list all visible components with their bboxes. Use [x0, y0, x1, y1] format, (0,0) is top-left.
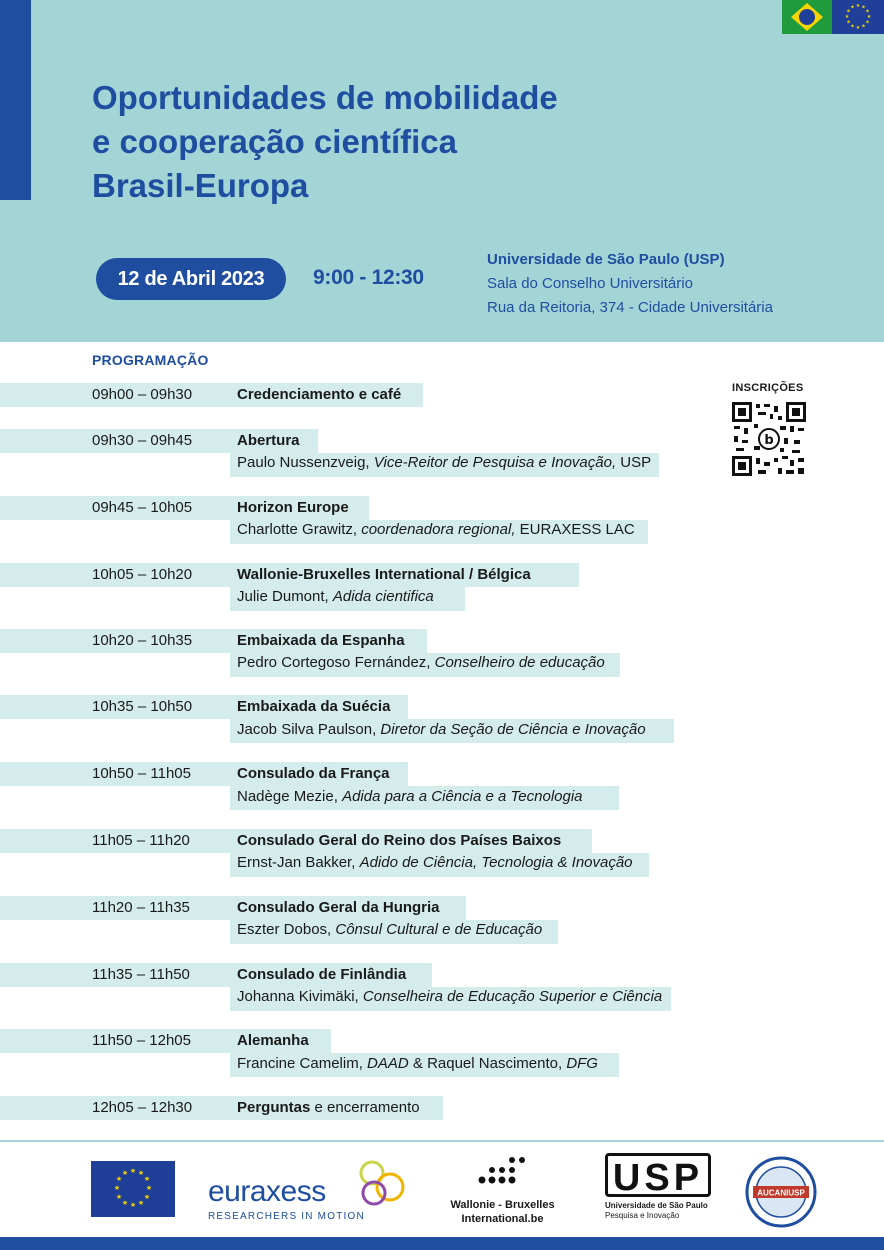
program-speaker: [237, 985, 662, 1009]
speaker-role: Conselheira de Educação Superior e Ciência: [362, 988, 663, 1005]
speaker-name: Ernst-Jan Bakker,: [237, 854, 360, 871]
speaker-name: Paulo Nussenzveig,: [237, 454, 374, 471]
svg-text:★: ★: [121, 1199, 129, 1207]
euraxess-rings-icon: [356, 1157, 408, 1209]
program-speaker: [237, 1052, 598, 1076]
program-time: 10h05 – 10h20: [92, 566, 193, 583]
usp-wordmark: USP: [605, 1153, 711, 1197]
program-speaker: [237, 585, 434, 609]
speaker-role: Conselheiro de educação: [434, 654, 605, 671]
svg-text:★: ★: [844, 14, 850, 20]
wallonie-bruxelles-logo: [440, 1152, 565, 1230]
speaker-role: Adido de Ciência, Tecnologia & Inovação: [359, 854, 633, 871]
svg-text:★: ★: [143, 1175, 151, 1183]
brazil-flag-icon: [782, 0, 832, 34]
registration-label: INSCRIÇÕES: [732, 382, 804, 394]
speaker-role: DAAD: [367, 1055, 409, 1072]
wallonie-line-2: International.be: [461, 1213, 544, 1225]
program-time: 11h50 – 12h05: [92, 1032, 191, 1049]
svg-text:★: ★: [855, 25, 861, 31]
speaker-org: EURAXESS LAC: [515, 521, 635, 538]
svg-text:★: ★: [865, 19, 870, 26]
program-time: 11h35 – 11h50: [92, 966, 190, 983]
svg-text:★: ★: [861, 4, 866, 11]
aucani-logo: [745, 1156, 817, 1228]
speaker-role: DFG: [566, 1055, 598, 1072]
program-speaker: [237, 451, 651, 475]
svg-text:★: ★: [115, 1175, 123, 1183]
eu-logo-icon: [91, 1161, 175, 1217]
program-title-suffix: e encerramento: [310, 1099, 420, 1116]
program-time: 10h50 – 11h05: [92, 765, 191, 782]
euraxess-wordmark: euraxess: [208, 1175, 326, 1208]
program-title-bold: Perguntas: [237, 1099, 311, 1116]
svg-text:★: ★: [866, 14, 872, 20]
program-time: 11h20 – 11h35: [92, 899, 190, 916]
speaker-name: Nadège Mezie,: [237, 788, 343, 805]
speaker-role: coordenadora regional,: [361, 521, 516, 538]
svg-text:★: ★: [865, 8, 870, 15]
title-line-1: Oportunidades de mobilidade: [92, 79, 558, 116]
program-time: 09h45 – 10h05: [92, 499, 193, 516]
program-time: 10h35 – 10h50: [92, 698, 193, 715]
bottom-accent-bar: [0, 1237, 884, 1250]
speaker-role: Adida para a Ciência e a Tecnologia: [342, 788, 583, 805]
flags: [782, 0, 884, 34]
program-title: Credenciamento e café: [237, 386, 402, 403]
program-time: 09h00 – 09h30: [92, 386, 193, 403]
registration-qr-code[interactable]: [732, 402, 806, 476]
program-title: Wallonie-Bruxelles International / Bélgica: [237, 566, 531, 583]
venue-room: Sala do Conselho Universitário: [487, 275, 693, 292]
venue-name: Universidade de São Paulo (USP): [487, 251, 725, 268]
speaker-connector: & Raquel Nascimento,: [408, 1055, 567, 1072]
svg-text:★: ★: [121, 1169, 129, 1177]
program-time: 11h05 – 11h20: [92, 832, 190, 849]
svg-text:★: ★: [855, 3, 861, 9]
program-title: Embaixada da Espanha: [237, 632, 405, 649]
program-title: Embaixada da Suécia: [237, 698, 391, 715]
speaker-name: Julie Dumont,: [237, 588, 333, 605]
svg-text:★: ★: [850, 23, 855, 30]
svg-text:★: ★: [846, 19, 851, 26]
usp-logo: [603, 1153, 715, 1225]
footer-divider: [0, 1140, 884, 1142]
program-title: Abertura: [237, 432, 300, 449]
program-time: 12h05 – 12h30: [92, 1099, 193, 1116]
program-time: 10h20 – 10h35: [92, 632, 193, 649]
svg-text:★: ★: [846, 8, 851, 15]
svg-text:★: ★: [850, 4, 855, 11]
program-speaker: [237, 785, 583, 809]
euraxess-logo: [208, 1155, 408, 1225]
usp-subtitle: Pesquisa e Inovação: [605, 1211, 680, 1220]
speaker-role: Vice-Reitor de Pesquisa e Inovação,: [373, 454, 617, 471]
program-title: Alemanha: [237, 1032, 309, 1049]
program-speaker: [237, 718, 646, 742]
event-date-badge: 12 de Abril 2023: [96, 258, 286, 300]
svg-text:★: ★: [145, 1184, 153, 1192]
eu-flag-icon: [832, 0, 884, 34]
speaker-name: Pedro Cortegoso Fernández,: [237, 654, 435, 671]
speaker-name: Francine Camelim,: [237, 1055, 368, 1072]
speaker-role: Adida cientifica: [332, 588, 434, 605]
speaker-name: Eszter Dobos,: [237, 921, 336, 938]
program-title: Consulado da França: [237, 765, 390, 782]
svg-text:★: ★: [861, 23, 866, 30]
wallonie-name: [440, 1198, 565, 1226]
speaker-org: USP: [616, 454, 652, 471]
speaker-name: Johanna Kivimäki,: [237, 988, 363, 1005]
speaker-name: Charlotte Grawitz,: [237, 521, 362, 538]
program-title: [237, 1096, 420, 1120]
venue-address: Rua da Reitoria, 374 - Cidade Universitária: [487, 299, 773, 316]
event-time: 9:00 - 12:30: [313, 266, 424, 289]
wallonie-line-1: Wallonie - Bruxelles: [450, 1199, 555, 1211]
program-speaker: [237, 851, 633, 875]
svg-text:★: ★: [113, 1184, 121, 1192]
svg-text:★: ★: [137, 1199, 145, 1207]
program-title: Consulado Geral da Hungria: [237, 899, 440, 916]
svg-text:★: ★: [137, 1169, 145, 1177]
title-line-3: Brasil-Europa: [92, 167, 309, 204]
program-title: Consulado de Finlândia: [237, 966, 407, 983]
page-title: [92, 76, 558, 208]
program-speaker: [237, 651, 605, 675]
usp-name: Universidade de São Paulo: [605, 1201, 708, 1210]
title-line-2: e cooperação científica: [92, 123, 457, 160]
speaker-role: Cônsul Cultural e de Educação: [335, 921, 543, 938]
svg-text:★: ★: [129, 1167, 137, 1175]
program-title: Horizon Europe: [237, 499, 349, 516]
speaker-role: Diretor da Seção de Ciência e Inovação: [380, 721, 646, 738]
program-speaker: [237, 918, 542, 942]
program-speaker: [237, 518, 635, 542]
speaker-name: Jacob Silva Paulson,: [237, 721, 381, 738]
svg-text:★: ★: [115, 1193, 123, 1201]
program-title: Consulado Geral do Reino dos Países Baixos: [237, 832, 562, 849]
euraxess-tagline: RESEARCHERS IN MOTION: [208, 1211, 365, 1222]
wallonie-dots-icon: [478, 1154, 528, 1188]
svg-text:★: ★: [129, 1201, 137, 1209]
header-banner: [0, 0, 884, 342]
aucani-wordmark: AUCANIUSP: [757, 1188, 805, 1198]
svg-text:★: ★: [143, 1193, 151, 1201]
program-heading: PROGRAMAÇÃO: [92, 352, 209, 368]
left-accent-bar: [0, 0, 31, 200]
venue-info: [487, 248, 773, 320]
program-time: 09h30 – 09h45: [92, 432, 193, 449]
svg-text:b: b: [764, 433, 774, 448]
